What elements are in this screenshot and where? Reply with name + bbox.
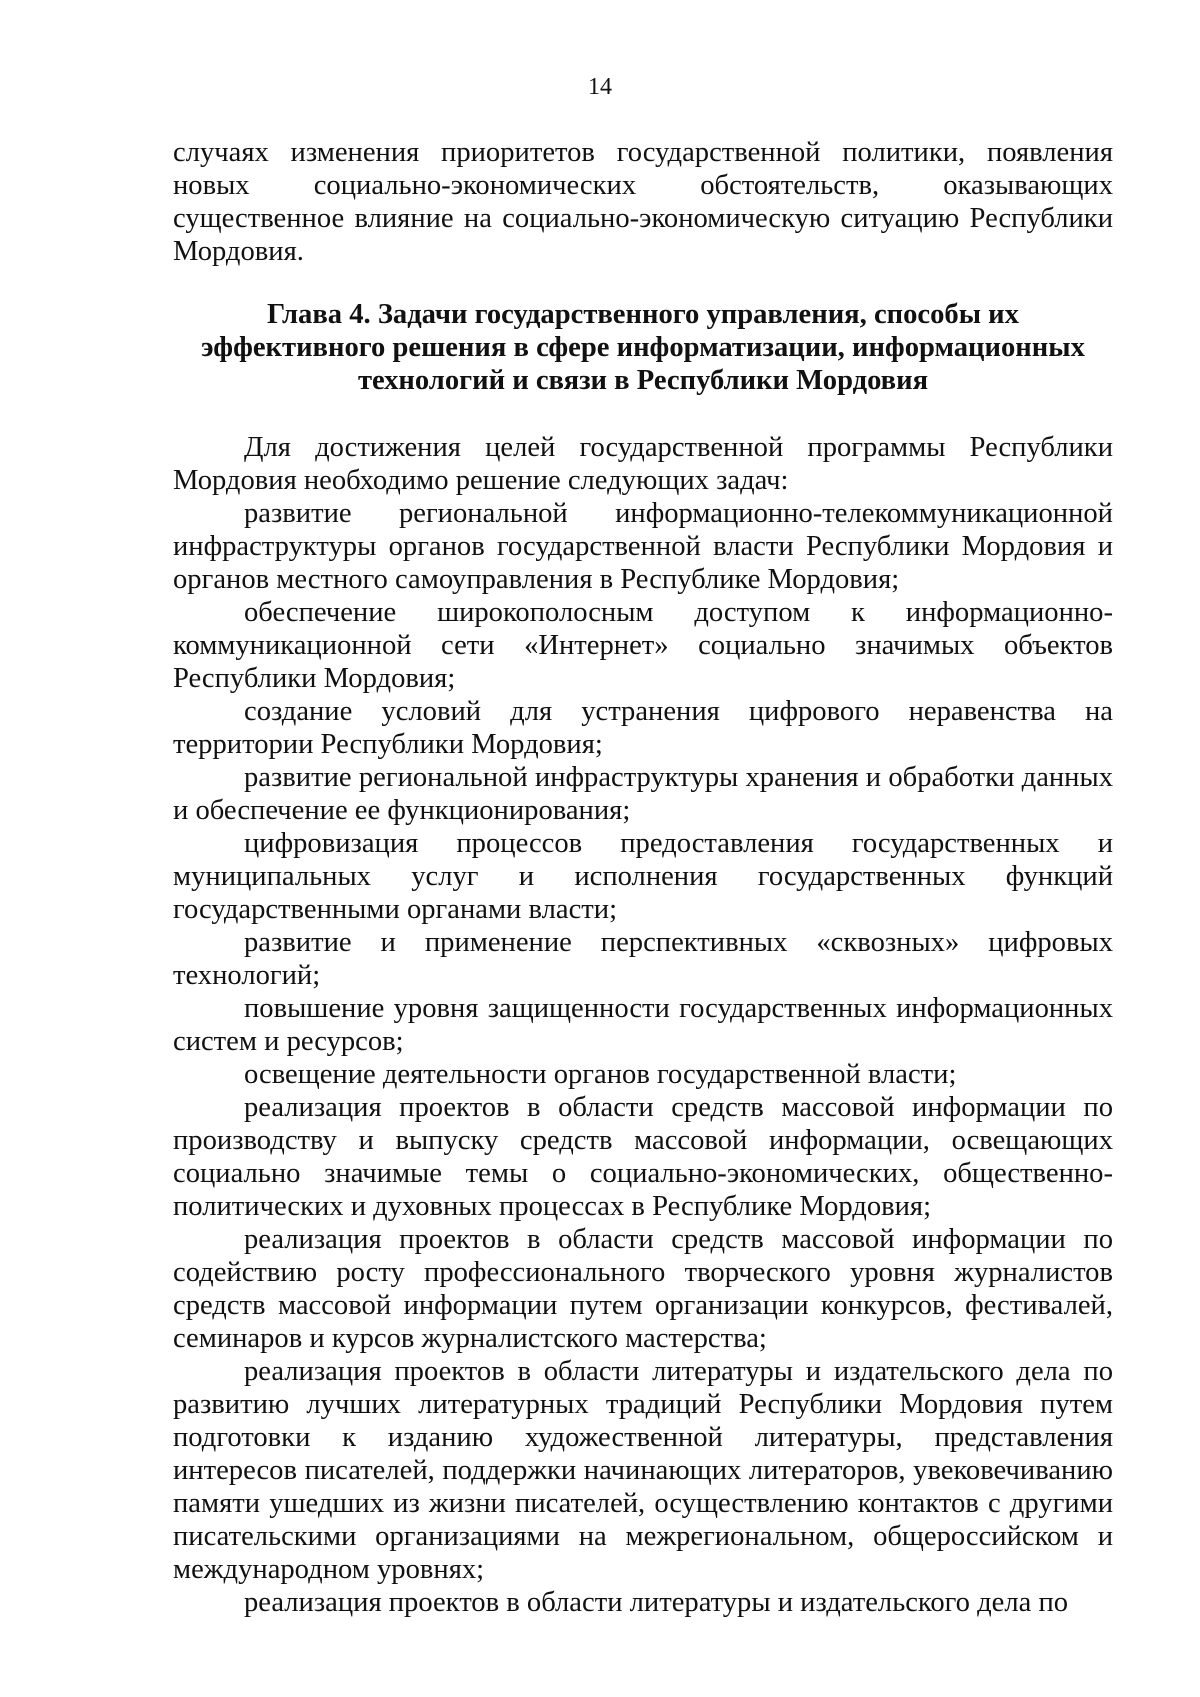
task-item: освещение деятельности органов государственной власти;	[244, 1059, 957, 1090]
page-number: 14	[588, 74, 612, 100]
task-item: реализация проектов в области средств массовой информации по производству и выпуску средств массовой информации, освещающих социально значимые темы о социально-экономических, общественно-политических и духовных процессах в Республике Мордовия;	[173, 1092, 1113, 1222]
task-item: цифровизация процессов предоставления государственных и муниципальных услуг и исполнения государственных функций государственными органами власти;	[173, 828, 1113, 925]
chapter-heading	[173, 268, 1113, 431]
task-item: создание условий для устранения цифрового неравенства на территории Республики Мордовия;	[173, 696, 1113, 760]
task-item: развитие региональной инфраструктуры хранения и обработки данных и обеспечение ее функционирования;	[173, 762, 1113, 826]
task-item: повышение уровня защищенности государственных информационных систем и ресурсов;	[173, 993, 1113, 1057]
task-item: развитие региональной информационно-телекоммуникационной инфраструктуры органов государственной власти Республики Мордовия и органов местного самоуправления в Республике Мордовия;	[173, 498, 1113, 595]
task-item: реализация проектов в области литературы и издательского дела по развитию лучших литературных традиций Республики Мордовия путем подготовки к изданию художественной литературы, представления интересов писателей, поддержки начинающих литераторов, увековечиванию памяти ушедших из жизни писателей, осуществлению контактов с другими писательскими организациями на межрегиональном, общероссийском и международном уровнях;	[173, 1356, 1113, 1585]
chapter-heading-line: технологий и связи в Республики Мордовия	[357, 365, 929, 396]
task-item: обеспечение широкополосным доступом к информационно-коммуникационной сети «Интернет» социально значимых объектов Республики Мордовия;	[173, 597, 1113, 694]
chapter-heading-line: эффективного решения в сфере информатизации, информационных	[201, 332, 1085, 363]
body-paragraph: Для достижения целей государственной программы Республики Мордовия необходимо решение следующих задач:	[173, 432, 1113, 496]
document-body	[173, 136, 1113, 1619]
task-item: реализация проектов в области литературы и издательского дела по	[244, 1587, 1069, 1618]
task-item: реализация проектов в области средств массовой информации по содействию росту профессионального творческого уровня журналистов средств массовой информации путем организации конкурсов, фестивалей, семинаров и курсов журналистского мастерства;	[173, 1224, 1113, 1354]
intro-paragraph: случаях изменения приоритетов государственной политики, появления новых социально-экономических обстоятельств, оказывающих существенное влияние на социально-экономическую ситуацию Республики Мордовия.	[173, 137, 1113, 267]
chapter-heading-line: Глава 4. Задачи государственного управления, способы их	[267, 299, 1019, 330]
task-item: развитие и применение перспективных «сквозных» цифровых технологий;	[173, 927, 1113, 991]
